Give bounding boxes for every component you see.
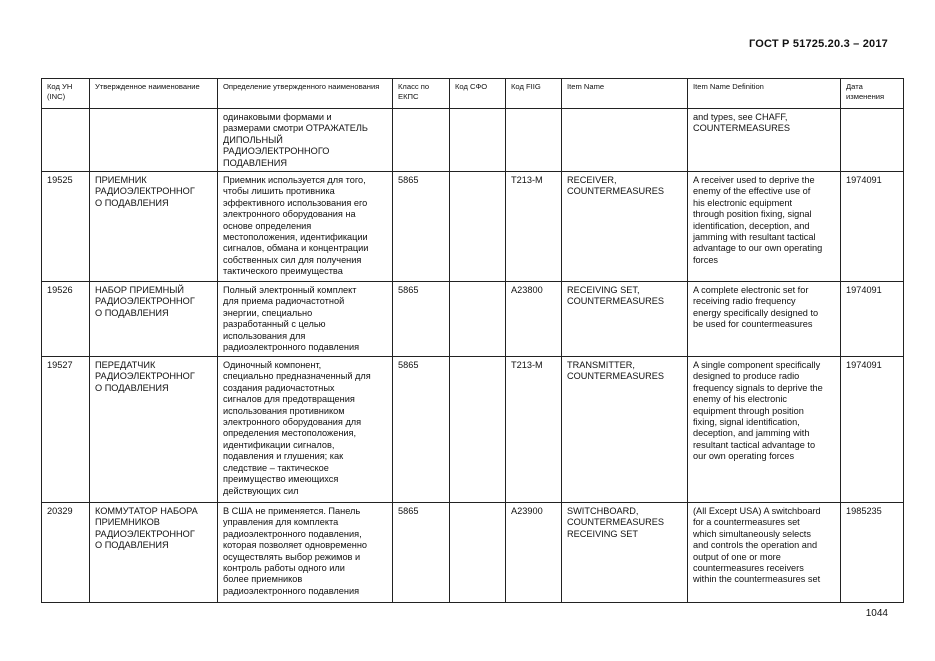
cell-approved-name xyxy=(90,109,218,172)
column-header-definition: Определение утвержденного наименования xyxy=(218,79,393,109)
cell-fiig-code xyxy=(506,109,562,172)
table-row xyxy=(42,357,904,503)
table-body xyxy=(42,109,904,603)
cell-definition: В США не применяется. Панель управления для комплекта радиоэлектронного подавления, которая позволяет одновременно осуществлять выбор режимов и контроль работы одного или более приемников радиоэлектронного подавления xyxy=(218,503,393,603)
cell-definition: Одиночный компонент, специально предназначенный для создания радиочастотных сигналов для предотвращения использования противником электронного оборудования для определения местоположения, идентификации сигналов, подавления и глушения; как следствие – тактическое преимущество имеющихся действующих сил xyxy=(218,357,393,503)
cell-definition: одинаковыми формами и размерами смотри ОТРАЖАТЕЛЬ ДИПОЛЬНЫЙ РАДИОЭЛЕКТРОННОГО ПОДАВЛЕНИЯ xyxy=(218,109,393,172)
cell-approved-name: НАБОР ПРИЕМНЫЙ РАДИОЭЛЕКТРОННОГ О ПОДАВЛЕНИЯ xyxy=(90,282,218,357)
cell-change-date: 1974091 xyxy=(841,282,904,357)
column-header-fiig-code: Код FIIG xyxy=(506,79,562,109)
cell-item-name: RECEIVING SET, COUNTERMEASURES xyxy=(562,282,688,357)
cell-definition: Приемник используется для того, чтобы лишить противника эффективного использования его электронного оборудования на основе определения местоположения, идентификации сигналов, обмана и концентрации собственных сил для получения тактического преимущества xyxy=(218,172,393,282)
cell-approved-name: ПЕРЕДАТЧИК РАДИОЭЛЕКТРОННОГ О ПОДАВЛЕНИЯ xyxy=(90,357,218,503)
cell-approved-name: ПРИЕМНИК РАДИОЭЛЕКТРОННОГ О ПОДАВЛЕНИЯ xyxy=(90,172,218,282)
cell-item-name-definition: (All Except USA) A switchboard for a countermeasures set which simultaneously selects and controls the operation and output of one or more countermeasures receivers within the countermeasures set xyxy=(688,503,841,603)
cell-sfo-code xyxy=(450,172,506,282)
cell-inc xyxy=(42,109,90,172)
cell-ekps-class xyxy=(393,109,450,172)
header-row xyxy=(42,79,904,109)
column-header-item-name-definition: Item Name Definition xyxy=(688,79,841,109)
cell-item-name-definition: A single component specifically designed to produce radio frequency signals to deprive the enemy of his electronic equipment through position fixing, signal identification, deception, and jamming with resultant tactical advantage to our own operating forces xyxy=(688,357,841,503)
cell-ekps-class: 5865 xyxy=(393,172,450,282)
cell-item-name: SWITCHBOARD, COUNTERMEASURES RECEIVING SET xyxy=(562,503,688,603)
cell-sfo-code xyxy=(450,503,506,603)
table-header xyxy=(42,79,904,109)
cell-inc: 19527 xyxy=(42,357,90,503)
cell-change-date: 1974091 xyxy=(841,172,904,282)
cell-item-name: RECEIVER, COUNTERMEASURES xyxy=(562,172,688,282)
document-header: ГОСТ Р 51725.20.3 – 2017 xyxy=(748,38,888,50)
cell-sfo-code xyxy=(450,357,506,503)
table-row xyxy=(42,503,904,603)
cell-item-name xyxy=(562,109,688,172)
cell-change-date: 1974091 xyxy=(841,357,904,503)
table-row xyxy=(42,109,904,172)
cell-fiig-code: A23900 xyxy=(506,503,562,603)
cell-fiig-code: T213-M xyxy=(506,172,562,282)
column-header-item-name: Item Name xyxy=(562,79,688,109)
cell-fiig-code: T213-M xyxy=(506,357,562,503)
column-header-sfo-code: Код СФО xyxy=(450,79,506,109)
cell-change-date: 1985235 xyxy=(841,503,904,603)
cell-change-date xyxy=(841,109,904,172)
cell-sfo-code xyxy=(450,109,506,172)
column-header-inc: Код УН (INC) xyxy=(42,79,90,109)
cell-inc: 19526 xyxy=(42,282,90,357)
cell-ekps-class: 5865 xyxy=(393,503,450,603)
cell-item-name-definition: A complete electronic set for receiving radio frequency energy specifically designed to be used for countermeasures xyxy=(688,282,841,357)
cell-approved-name: КОММУТАТОР НАБОРА ПРИЕМНИКОВ РАДИОЭЛЕКТРОННОГ О ПОДАВЛЕНИЯ xyxy=(90,503,218,603)
cell-item-name-definition: and types, see CHAFF, COUNTERMEASURES xyxy=(688,109,841,172)
item-names-table xyxy=(41,78,904,603)
cell-item-name: TRANSMITTER, COUNTERMEASURES xyxy=(562,357,688,503)
page-number: 1044 xyxy=(865,608,888,619)
cell-inc: 19525 xyxy=(42,172,90,282)
column-header-ekps-class: Класс по ЕКПС xyxy=(393,79,450,109)
cell-item-name-definition: A receiver used to deprive the enemy of the effective use of his electronic equipment through position fixing, signal identification, deception, and jamming with resultant tactical advantage to our own operating forces xyxy=(688,172,841,282)
table-row xyxy=(42,282,904,357)
cell-fiig-code: A23800 xyxy=(506,282,562,357)
table-row xyxy=(42,172,904,282)
cell-inc: 20329 xyxy=(42,503,90,603)
column-header-change-date: Дата изменения xyxy=(841,79,904,109)
cell-ekps-class: 5865 xyxy=(393,282,450,357)
cell-sfo-code xyxy=(450,282,506,357)
column-header-approved-name: Утвержденное наименование xyxy=(90,79,218,109)
cell-definition: Полный электронный комплект для приема радиочастотной энергии, специально разработанный с целью использования для радиоэлектронного подавления xyxy=(218,282,393,357)
cell-ekps-class: 5865 xyxy=(393,357,450,503)
